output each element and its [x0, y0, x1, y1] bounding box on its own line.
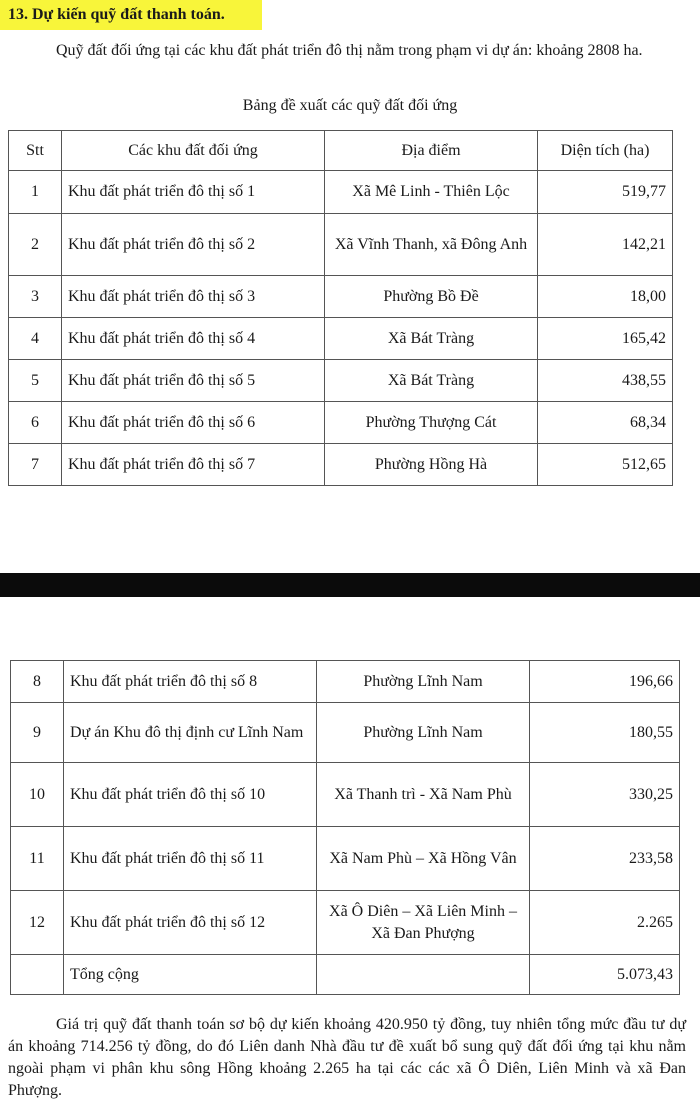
row-stt: 7 [9, 444, 62, 486]
row-stt: 4 [9, 318, 62, 360]
row-location: Xã Bát Tràng [325, 318, 538, 360]
table-row [9, 402, 673, 444]
table-row [9, 171, 673, 214]
row-location: Xã Vĩnh Thanh, xã Đông Anh [325, 214, 538, 276]
row-stt: 3 [9, 276, 62, 318]
total-location-cell [317, 955, 530, 995]
row-land-name: Khu đất phát triển đô thị số 4 [62, 318, 325, 360]
row-location: Phường Lĩnh Nam [317, 661, 530, 703]
row-location: Phường Lĩnh Nam [317, 703, 530, 763]
row-land-name: Khu đất phát triển đô thị số 2 [62, 214, 325, 276]
screenshot-divider-band [0, 573, 700, 597]
header-stt: Stt [9, 131, 62, 171]
total-label: Tổng cộng [64, 955, 317, 995]
section-heading: 13. Dự kiến quỹ đất thanh toán. [0, 0, 262, 30]
row-stt: 9 [11, 703, 64, 763]
total-stt-cell [11, 955, 64, 995]
row-stt: 12 [11, 891, 64, 955]
row-location: Xã Bát Tràng [325, 360, 538, 402]
closing-paragraph [8, 1014, 686, 1102]
table-row [11, 763, 680, 827]
table-row [11, 661, 680, 703]
table-header-row [9, 131, 673, 171]
row-location: Xã Thanh trì - Xã Nam Phù [317, 763, 530, 827]
row-location: Phường Hồng Hà [325, 444, 538, 486]
header-location: Địa điểm [325, 131, 538, 171]
row-land-name: Khu đất phát triển đô thị số 8 [64, 661, 317, 703]
row-land-name: Khu đất phát triển đô thị số 10 [64, 763, 317, 827]
table-row [9, 276, 673, 318]
header-area: Diện tích (ha) [538, 131, 673, 171]
row-land-name: Dự án Khu đô thị định cư Lĩnh Nam [64, 703, 317, 763]
intro-text: Quỹ đất đối ứng tại các khu đất phát triển đô thị nằm trong phạm vi dự án: khoảng 2808 ha. [56, 42, 643, 59]
row-land-name: Khu đất phát triển đô thị số 1 [62, 171, 325, 214]
row-stt: 6 [9, 402, 62, 444]
row-stt: 1 [9, 171, 62, 214]
table-total-row [11, 955, 680, 995]
row-area: 196,66 [530, 661, 680, 703]
land-table-part-1 [8, 130, 673, 486]
row-land-name: Khu đất phát triển đô thị số 11 [64, 827, 317, 891]
row-land-name: Khu đất phát triển đô thị số 5 [62, 360, 325, 402]
row-location: Xã Mê Linh - Thiên Lộc [325, 171, 538, 214]
table-row [9, 444, 673, 486]
row-stt: 11 [11, 827, 64, 891]
row-stt: 2 [9, 214, 62, 276]
row-location: Xã Nam Phù – Xã Hồng Vân [317, 827, 530, 891]
row-location: Phường Bồ Đề [325, 276, 538, 318]
table-row [11, 703, 680, 763]
row-area: 233,58 [530, 827, 680, 891]
row-area: 18,00 [538, 276, 673, 318]
table-row [11, 891, 680, 955]
table-row [9, 360, 673, 402]
row-location: Xã Ô Diên – Xã Liên Minh – Xã Đan Phượng [317, 891, 530, 955]
intro-paragraph [8, 40, 688, 62]
table-caption: Bảng đề xuất các quỹ đất đối ứng [242, 97, 458, 114]
row-area: 438,55 [538, 360, 673, 402]
row-area: 330,25 [530, 763, 680, 827]
row-area: 180,55 [530, 703, 680, 763]
row-area: 512,65 [538, 444, 673, 486]
row-stt: 8 [11, 661, 64, 703]
total-area: 5.073,43 [530, 955, 680, 995]
row-stt: 5 [9, 360, 62, 402]
land-table-part-2 [10, 660, 680, 995]
closing-text: Giá trị quỹ đất thanh toán sơ bộ dự kiến khoảng 420.950 tỷ đồng, tuy nhiên tổng mức đầu tư dự án khoảng 714.256 tỷ đồng, do đó Liên danh Nhà đầu tư đề xuất bổ sung quỹ đất đối ứng tại khu nằm ngoài phạm vi phân khu sông Hồng khoảng 2.265 ha tại các các xã Ô Diên, Liên Minh và xã Đan Phượng. [8, 1016, 686, 1099]
row-area: 2.265 [530, 891, 680, 955]
row-land-name: Khu đất phát triển đô thị số 12 [64, 891, 317, 955]
table-row [9, 318, 673, 360]
row-area: 142,21 [538, 214, 673, 276]
table-row [9, 214, 673, 276]
table-row [11, 827, 680, 891]
row-area: 165,42 [538, 318, 673, 360]
row-location: Phường Thượng Cát [325, 402, 538, 444]
row-area: 68,34 [538, 402, 673, 444]
row-stt: 10 [11, 763, 64, 827]
row-land-name: Khu đất phát triển đô thị số 6 [62, 402, 325, 444]
row-area: 519,77 [538, 171, 673, 214]
row-land-name: Khu đất phát triển đô thị số 3 [62, 276, 325, 318]
row-land-name: Khu đất phát triển đô thị số 7 [62, 444, 325, 486]
header-land: Các khu đất đối ứng [62, 131, 325, 171]
